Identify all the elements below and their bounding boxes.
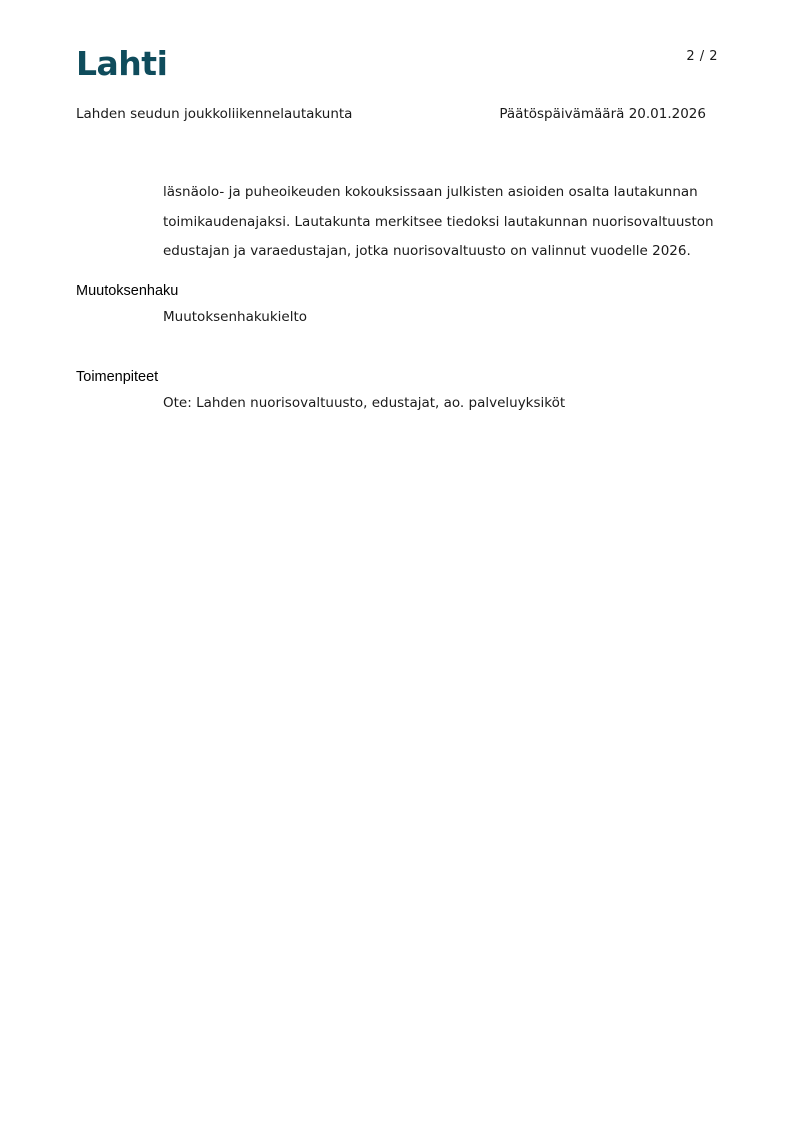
section-heading-muutoksenhaku: Muutoksenhaku	[76, 283, 179, 299]
lahti-logo: Lahti	[76, 44, 168, 83]
section-text-toimenpiteet: Ote: Lahden nuorisovaltuusto, edustajat, ao. palveluyksiköt	[163, 395, 566, 411]
page-number: 2 / 2	[686, 49, 718, 64]
body-line: läsnäolo- ja puheoikeuden kokouksissaan julkisten asioiden osalta lautakunnan	[163, 184, 698, 200]
organization-name: Lahden seudun joukkoliikennelautakunta	[76, 106, 353, 122]
body-line: toimikaudenajaksi. Lautakunta merkitsee tiedoksi lautakunnan nuorisovaltuuston	[163, 213, 714, 230]
decision-body-text	[163, 178, 723, 267]
section-heading-toimenpiteet: Toimenpiteet	[76, 369, 159, 385]
decision-date: Päätöspäivämäärä 20.01.2026	[499, 106, 706, 122]
section-text-muutoksenhaku: Muutoksenhakukielto	[163, 309, 307, 325]
body-line: edustajan ja varaedustajan, jotka nuorisovaltuusto on valinnut vuodelle 2026.	[163, 243, 691, 259]
